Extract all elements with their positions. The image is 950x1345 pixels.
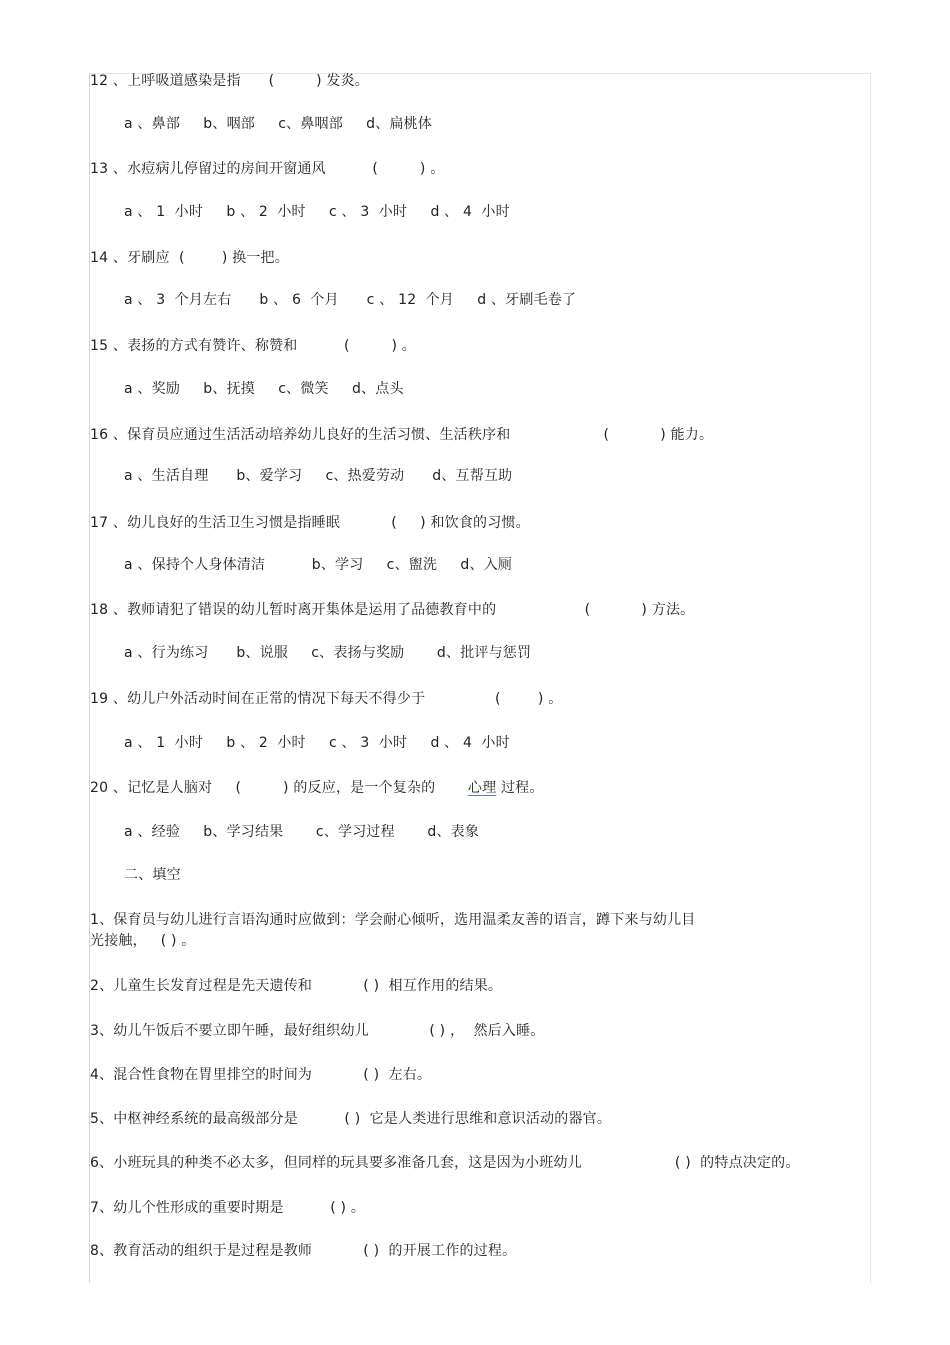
fill-item-4: 4、混合性食物在胃里排空的时间为 ( ) 左右。 [90, 1067, 432, 1083]
fill-item-1-line-1: 1、保育员与幼儿进行言语沟通时应做到：学会耐心倾听，选用温柔友善的语言，蹲下来与幼儿目 [90, 912, 696, 928]
options-20: a 、经验 b、学习结果 c、学习过程 d、表象 [124, 824, 480, 840]
question-17: 17 、幼儿良好的生活卫生习惯是指睡眠 ( ) 和饮食的习惯。 [90, 515, 530, 531]
question-20 [90, 780, 544, 796]
question-19: 19 、幼儿户外活动时间在正常的情况下每天不得少于 ( ) 。 [90, 691, 563, 707]
question-13: 13 、水痘病儿停留过的房间开窗通风 ( ) 。 [90, 161, 445, 177]
fill-item-3: 3、幼儿午饭后不要立即午睡，最好组织幼儿 ( ) ， 然后入睡。 [90, 1023, 545, 1039]
fill-item-6: 6、小班玩具的种类不必太多，但同样的玩具要多准备几套，这是因为小班幼儿 ( ) 的特点决定的。 [90, 1155, 800, 1171]
options-14: a 、 3 个月左右 b 、 6 个月 c 、 12 个月 d 、牙刷毛卷了 [124, 292, 577, 308]
fill-item-1-line-2: 光接触， ( ) 。 [90, 933, 196, 949]
options-12: a 、鼻部 b、咽部 c、鼻咽部 d、扁桃体 [124, 116, 433, 132]
section-title: 二、填空 [124, 867, 181, 883]
options-17: a 、保持个人身体清洁 b、学习 c、盥洗 d、入厕 [124, 557, 513, 573]
question-20-text-after: 过程。 [496, 780, 544, 796]
options-19: a 、 1 小时 b 、 2 小时 c 、 3 小时 d 、 4 小时 [124, 735, 510, 751]
fill-item-5: 5、中枢神经系统的最高级部分是 ( ) 它是人类进行思维和意识活动的器官。 [90, 1111, 612, 1127]
options-16: a 、生活自理 b、爱学习 c、热爱劳动 d、互帮互助 [124, 468, 513, 484]
question-18: 18 、教师请犯了错误的幼儿暂时离开集体是运用了品德教育中的 ( ) 方法。 [90, 602, 695, 618]
question-20-text-before: 20 、记忆是人脑对 ( ) 的反应，是一个复杂的 [90, 780, 468, 796]
question-15: 15 、表扬的方式有赞许、称赞和 ( ) 。 [90, 338, 416, 354]
fill-item-7: 7、幼儿个性形成的重要时期是 ( ) 。 [90, 1200, 366, 1216]
fill-item-2: 2、儿童生长发育过程是先天遗传和 ( ) 相互作用的结果。 [90, 978, 503, 994]
question-16: 16 、保育员应通过生活活动培养幼儿良好的生活习惯、生活秩序和 ( ) 能力。 [90, 427, 714, 443]
options-13: a 、 1 小时 b 、 2 小时 c 、 3 小时 d 、 4 小时 [124, 204, 510, 220]
options-15: a 、奖励 b、抚摸 c、微笑 d、点头 [124, 381, 404, 397]
question-20-underlined-word: 心理 [467, 780, 497, 796]
fill-item-8: 8、教育活动的组织于是过程是教师 ( ) 的开展工作的过程。 [90, 1243, 517, 1259]
question-14: 14 、牙刷应 ( ) 换一把。 [90, 250, 289, 266]
options-18: a 、行为练习 b、说服 c、表扬与奖励 d、批评与惩罚 [124, 645, 532, 661]
question-12: 12 、上呼吸道感染是指 ( ) 发炎。 [90, 73, 369, 89]
